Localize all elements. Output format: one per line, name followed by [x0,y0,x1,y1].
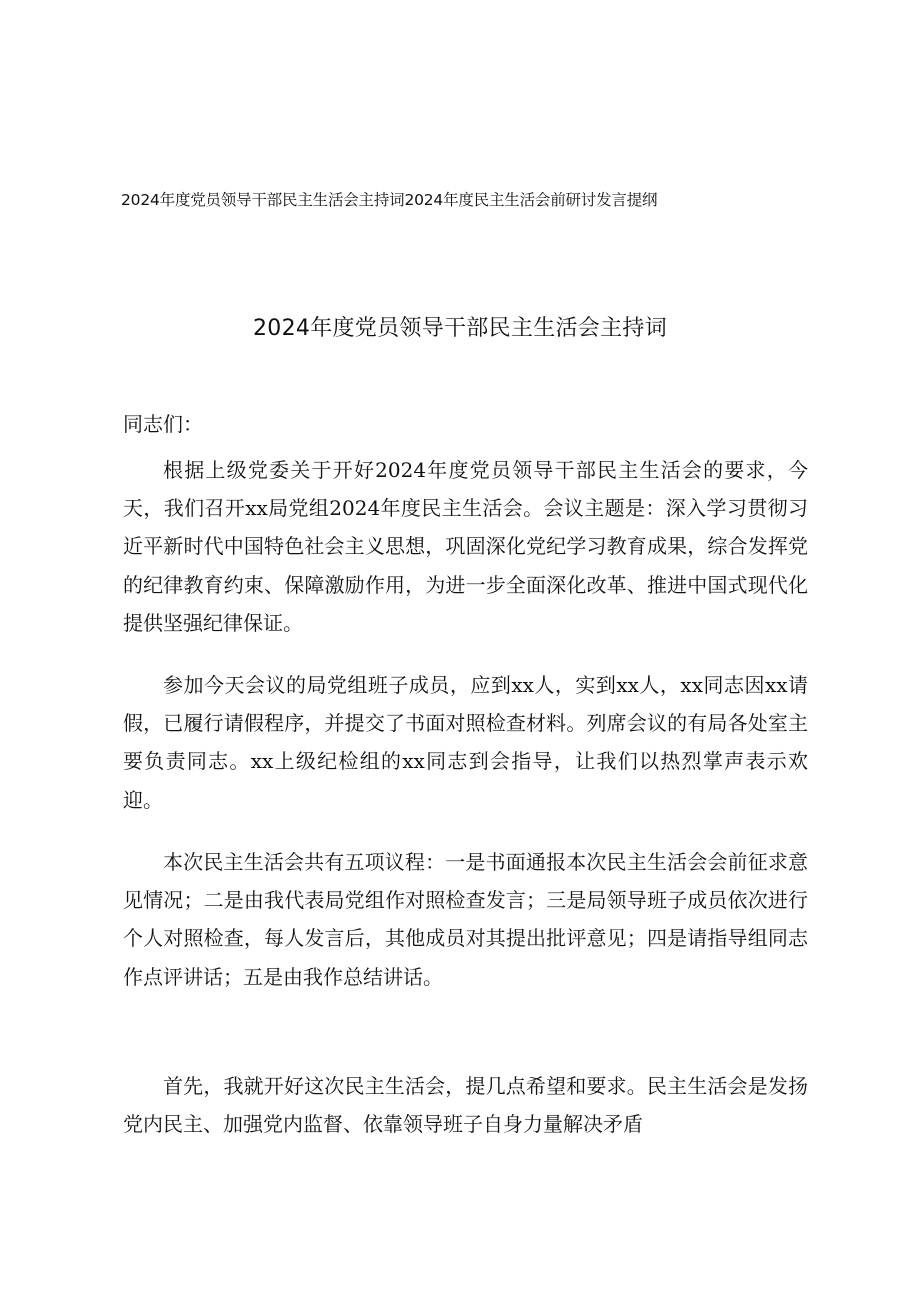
paragraph-meeting-theme: 根据上级党委关于开好2024年度党员领导干部民主生活会的要求，今天，我们召开xx局党组2024年度民主生活会。会议主题是：深入学习贯彻习近平新时代中国特色社会主义思想，巩固深化党纪学习教育成果，综合发挥党的纪律教育约束、保障激励作用，为进一步全面深化改革、推进中国式现代化提供坚强纪律保证。 [123,458,808,635]
document-title: 2024年度党员领导干部民主生活会主持词 [253,316,667,341]
paragraph-attendance: 参加今天会议的局党组班子成员，应到xx人，实到xx人，xx同志因xx请假，已履行请假程序，并提交了书面对照检查材料。列席会议的有局各处室主要负责同志。xx上级纪检组的xx同志到会指导，让我们以热烈掌声表示欢迎。 [123,673,808,812]
document-header-line: 2024年度党员领导干部民主生活会主持词2024年度民主生活会前研讨发言提纲 [121,191,658,209]
salutation: 同志们： [123,412,203,436]
paragraph-agenda: 本次民主生活会共有五项议程：一是书面通报本次民主生活会会前征求意见情况；二是由我代表局党组作对照检查发言；三是局领导班子成员依次进行个人对照检查，每人发言后，其他成员对其提出批评意见；四是请指导组同志作点评讲话；五是由我作总结讲话。 [123,850,808,989]
paragraph-requirements: 首先，我就开好这次民主生活会，提几点希望和要求。民主生活会是发扬党内民主、加强党内监督、依靠领导班子自身力量解决矛盾 [123,1074,808,1137]
